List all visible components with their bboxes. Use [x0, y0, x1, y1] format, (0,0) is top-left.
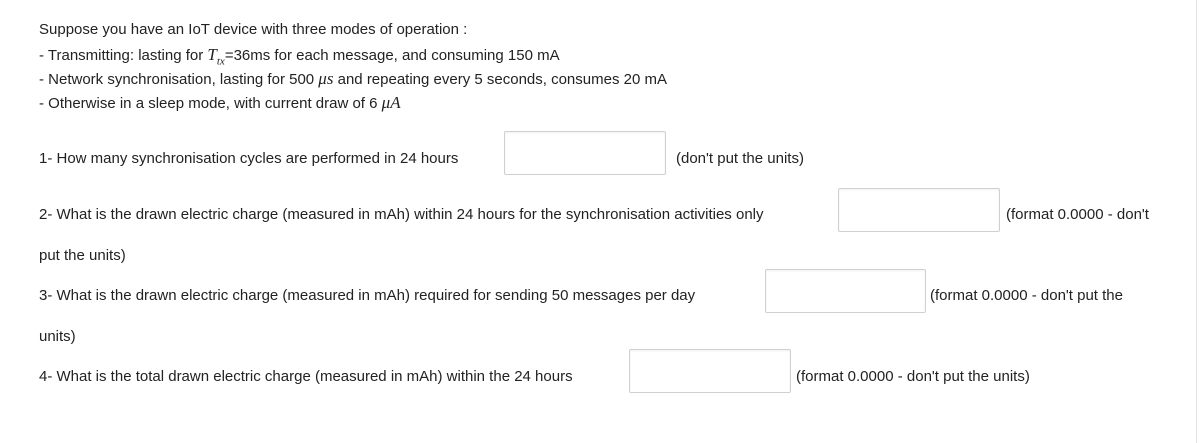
intro-line-1: Suppose you have an IoT device with three modes of operation : — [39, 21, 468, 38]
microamp-symbol: μA — [381, 93, 401, 112]
question-3-answer-input[interactable] — [765, 269, 926, 313]
question-1-text: 1- How many synchronisation cycles are performed in 24 hours — [39, 150, 459, 167]
question-2-hint: (format 0.0000 - don't — [1006, 206, 1149, 223]
question-4-text: 4- What is the total drawn electric charge (measured in mAh) within the 24 hours — [39, 368, 573, 385]
question-3-text: 3- What is the drawn electric charge (measured in mAh) required for sending 50 messages per day — [39, 287, 696, 304]
intro-line-3-prefix: - Network synchronisation, lasting for 500 — [39, 71, 319, 88]
intro-line-3-suffix: and repeating every 5 seconds, consumes 20 mA — [333, 71, 667, 88]
question-2-answer-input[interactable] — [838, 188, 1000, 232]
intro-line-4 — [39, 93, 401, 113]
microsecond-symbol: μs — [318, 69, 334, 88]
intro-line-2 — [39, 45, 560, 67]
question-4-hint: (format 0.0000 - don't put the units) — [796, 368, 1030, 385]
question-3-hint-continued: units) — [39, 328, 76, 345]
intro-line-4-prefix: - Otherwise in a sleep mode, with current draw of 6 — [39, 95, 382, 112]
intro-line-3 — [39, 69, 667, 89]
tx-symbol: $T_{tx}$ — [207, 45, 225, 68]
question-3-hint: (format 0.0000 - don't put the — [930, 287, 1123, 304]
question-1-hint: (don't put the units) — [676, 150, 804, 167]
question-2-text: 2- What is the drawn electric charge (measured in mAh) within 24 hours for the synchronisation activities only — [39, 206, 764, 223]
question-1-answer-input[interactable] — [504, 131, 666, 175]
intro-line-2-suffix: =36ms for each message, and consuming 150 mA — [224, 47, 560, 64]
question-2-hint-continued: put the units) — [39, 247, 126, 264]
intro-line-2-prefix: - Transmitting: lasting for — [39, 47, 208, 64]
page-border — [1196, 0, 1197, 443]
question-4-answer-input[interactable] — [629, 349, 791, 393]
